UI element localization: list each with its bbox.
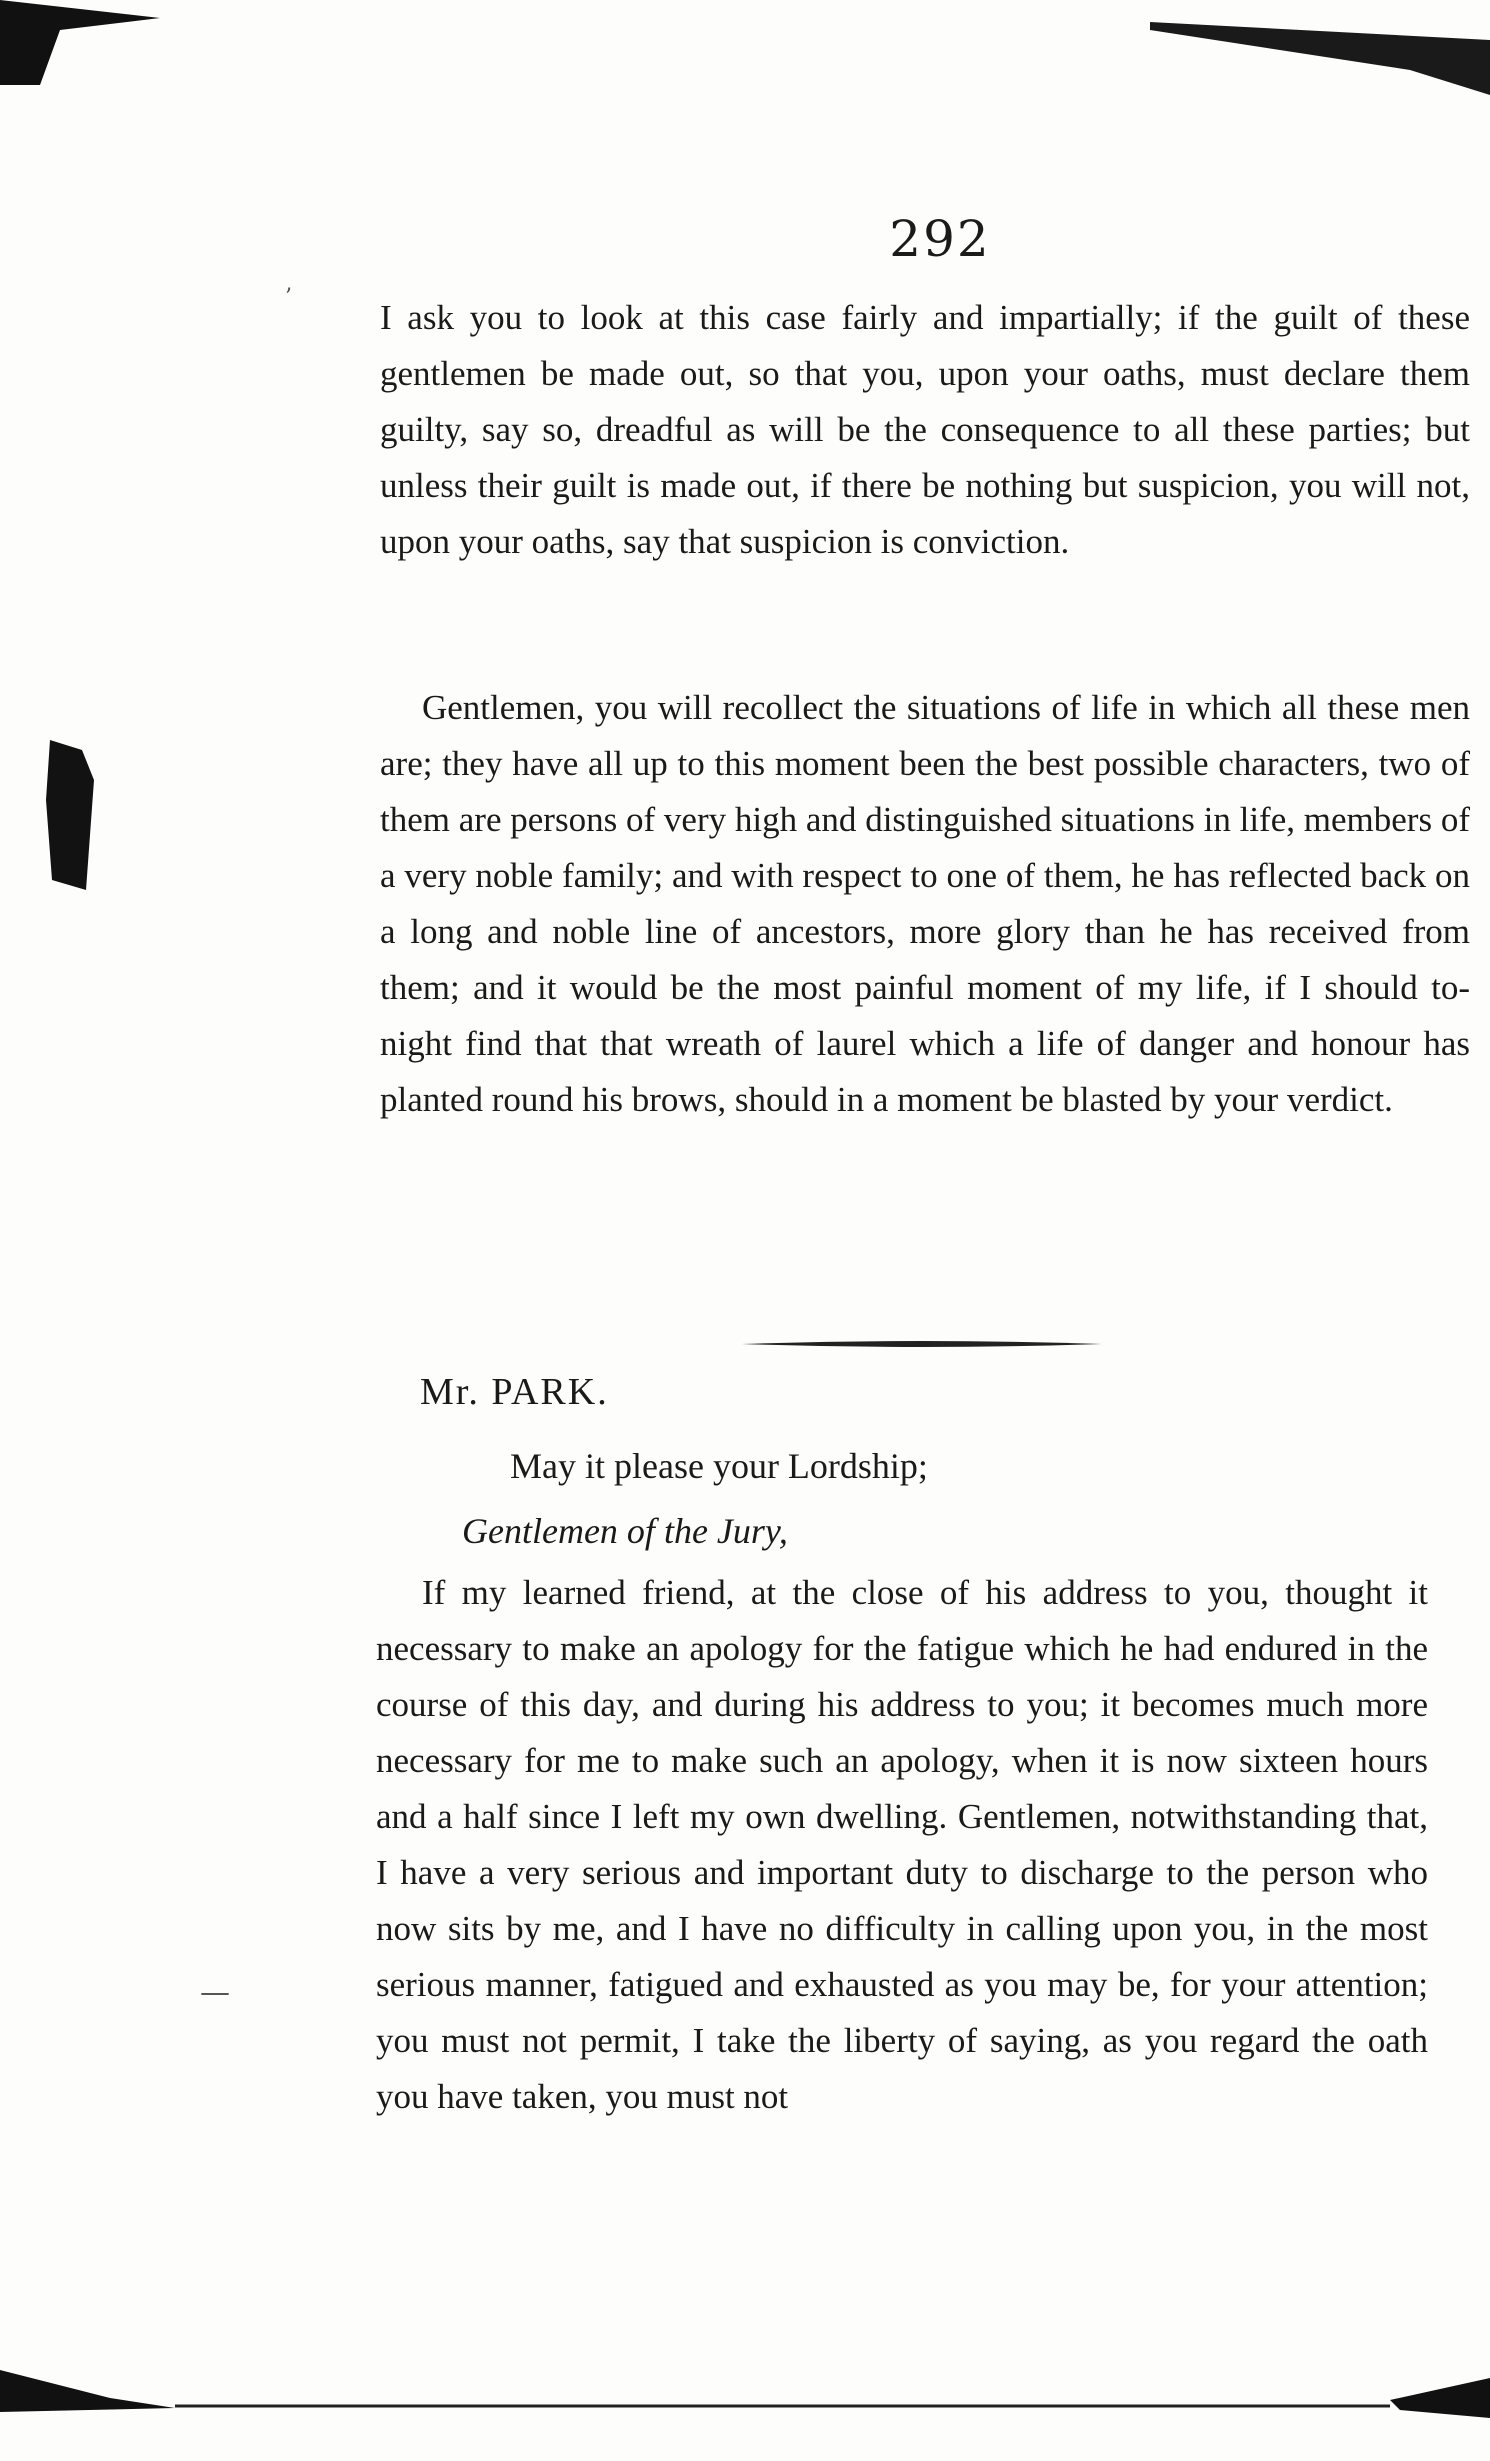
- body-paragraph-2: [380, 680, 1470, 1128]
- paragraph-text: If my learned friend, at the close of his address to you, thought it necessary to make an apology for the fatigue which he had endured in the course of this day, and during his address to you; it becomes much more necessary for me to make such an apology, when it is now sixteen hours and a half since I left my own dwelling. Gentlemen, notwithstanding that, I have a very serious and important duty to discharge to the person who now sits by me, and I have no difficulty in calling upon you, in the most serious manner, fatigued and exhausted as you may be, for your attention; you must not permit, I take the liberty of saying, as you regard the oath you have taken, you must not: [376, 1573, 1428, 2116]
- scan-speck: ’: [285, 285, 292, 310]
- scan-binding-shadow-left: [42, 740, 102, 890]
- scan-speck: —: [200, 1975, 230, 2010]
- scan-corner-mark-top-right: [1150, 0, 1490, 95]
- page-number: 292: [889, 210, 991, 268]
- body-paragraph-1: [380, 290, 1470, 570]
- section-separator: [742, 1338, 1102, 1350]
- paragraph-text: Gentlemen, you will recollect the situations of life in which all these men are; they have all up to this moment been the best possible characters, two of them are persons of very high and distinguished situations in life, members of a very noble family; and with respect to one of them, he has reflected back on a long and noble line of ancestors, more glory than he has received from them; and it would be the most painful moment of my life, if I should to-night find that that wreath of laurel which a life of danger and honour has planted round his brows, should in a moment be blasted by your verdict.: [380, 688, 1470, 1119]
- scan-corner-mark-top-left: [0, 0, 160, 85]
- salutation-lordship: May it please your Lordship;: [510, 1446, 928, 1486]
- paragraph-text: I ask you to look at this case fairly and impartially; if the guilt of these gentlemen be made out, so that you, upon your oaths, must declare them guilty, say so, dreadful as will be the consequence to all these parties; but unless their guilt is made out, if there be nothing but suspicion, you will not, upon your oaths, say that suspicion is conviction.: [380, 298, 1470, 561]
- scan-bottom-edge-rule: [0, 2360, 1490, 2440]
- salutation-jury: Gentlemen of the Jury,: [462, 1511, 788, 1551]
- body-paragraph-3: [376, 1565, 1428, 2125]
- speaker-heading: Mr. PARK.: [420, 1371, 609, 1413]
